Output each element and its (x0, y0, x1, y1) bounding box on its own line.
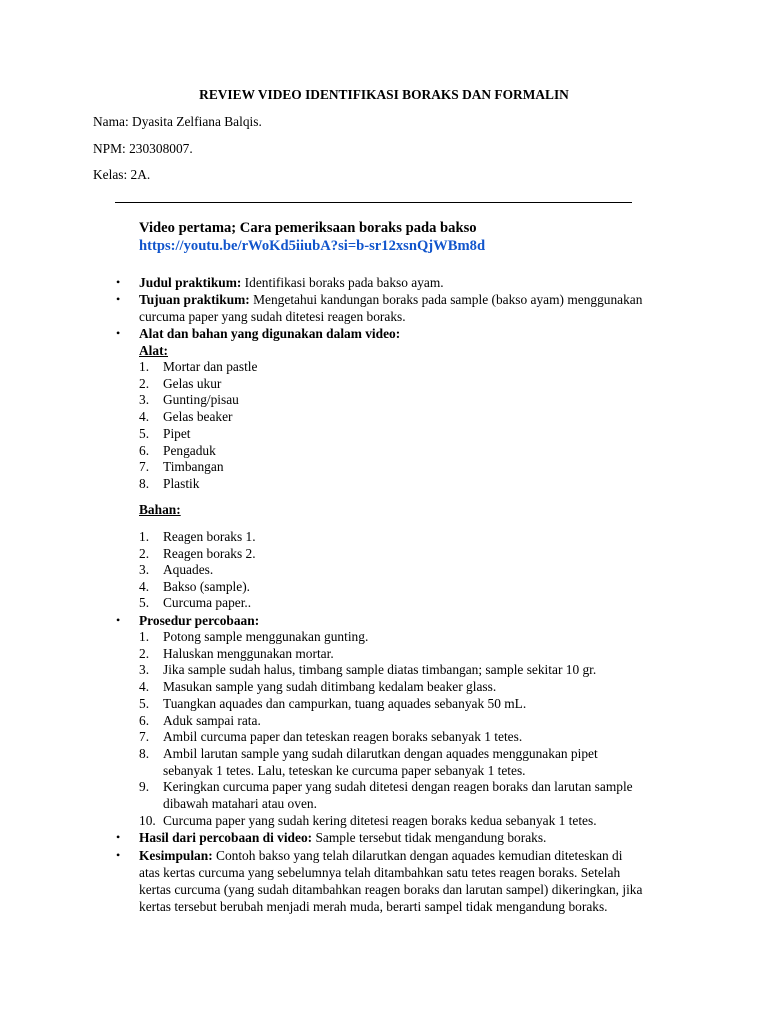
student-class: Kelas: 2A. (93, 167, 151, 182)
bullet-icon: • (116, 830, 121, 844)
list-item (0, 578, 768, 595)
list-number: 6. (139, 712, 150, 728)
list-text: Curcuma paper yang sudah kering ditetesi reagen boraks kedua sebanyak 1 tetes. (163, 812, 597, 828)
list-number: 4. (139, 578, 150, 594)
list-number: 5. (139, 595, 150, 610)
bahan-subheading-row (0, 501, 768, 518)
list-text: dibawah matahari atau oven. (163, 796, 317, 811)
kesimpulan-line-row (0, 881, 768, 898)
list-text: Aduk sampai rata. (163, 712, 261, 728)
list-text: Gelas beaker (163, 409, 233, 425)
list-text: Reagen boraks 2. (163, 545, 256, 561)
list-text: Mortar dan pastle (163, 359, 258, 374)
list-item (0, 358, 768, 375)
tujuan-line: curcuma paper yang sudah ditetesi reagen boraks. (139, 309, 406, 324)
horizontal-divider (115, 202, 632, 203)
list-item (0, 425, 768, 442)
hasil-text: Sample tersebut tidak mengandung boraks. (312, 830, 547, 845)
list-item (0, 475, 768, 492)
list-item (0, 795, 768, 812)
list-text: Masukan sample yang sudah ditimbang kedalam beaker glass. (163, 679, 497, 695)
list-text: Keringkan curcuma paper yang sudah ditetesi dengan reagen boraks dan larutan sample (163, 779, 633, 795)
kesimpulan-line: kertas tersebut berubah menjadi merah muda, berarti sampel tidak mengandung boraks. (139, 899, 608, 914)
list-number: 3. (139, 562, 150, 577)
list-number: 3. (139, 662, 150, 678)
list-number: 1. (139, 529, 150, 544)
kesimpulan-label: Kesimpulan: (139, 848, 213, 863)
judul-text: Identifikasi boraks pada bakso ayam. (241, 275, 444, 290)
list-text: Gunting/pisau (163, 392, 239, 408)
list-number: 5. (139, 695, 150, 711)
list-item (0, 812, 768, 829)
list-item (0, 561, 768, 578)
list-item (0, 728, 768, 745)
list-item-judul (0, 274, 768, 291)
bullet-icon: • (116, 292, 121, 306)
list-number: 6. (139, 442, 150, 458)
list-item (0, 458, 768, 475)
student-name: Nama: Dyasita Zelfiana Balqis. (93, 114, 262, 129)
list-item (0, 628, 768, 645)
kesimpulan-line-row (0, 864, 768, 881)
alat-bahan-heading: Alat dan bahan yang digunakan dalam video: (139, 326, 401, 341)
bullet-icon: • (116, 275, 121, 289)
list-item (0, 375, 768, 392)
alat-subheading-row (0, 342, 768, 359)
list-text: Pengaduk (163, 442, 216, 458)
list-number: 2. (139, 645, 150, 661)
list-number: 8. (139, 745, 150, 761)
list-item (0, 695, 768, 712)
document-title: REVIEW VIDEO IDENTIFIKASI BORAKS DAN FORMALIN (199, 87, 569, 102)
list-item (0, 645, 768, 662)
list-number: 4. (139, 679, 150, 695)
list-number: 7. (139, 729, 150, 745)
kesimpulan-line-row (0, 898, 768, 915)
kesimpulan-line: Contoh bakso yang telah dilarutkan dengan aquades kemudian diteteskan di (212, 848, 623, 863)
list-item-prosedur (0, 612, 768, 629)
list-item (0, 712, 768, 729)
student-npm: NPM: 230308007. (93, 141, 193, 156)
list-number: 5. (139, 425, 150, 441)
list-number: 1. (139, 629, 150, 644)
bahan-subheading: Bahan: (139, 502, 181, 517)
list-text: Plastik (163, 475, 200, 491)
list-number: 2. (139, 545, 150, 561)
list-text: Ambil larutan sample yang sudah dilarutkan dengan aquades menggunakan pipet (163, 745, 598, 761)
list-item (0, 745, 768, 762)
list-item-kesimpulan (0, 847, 768, 864)
list-text: sebanyak 1 tetes. Lalu, teteskan ke curcuma paper sebanyak 1 tetes. (163, 762, 526, 778)
video-link[interactable]: https://youtu.be/rWoKd5iiubA?si=b-sr12xsnQjWBm8d (139, 238, 486, 254)
list-text: Gelas ukur (163, 375, 222, 391)
video-heading: Video pertama; Cara pemeriksaan boraks pada bakso (139, 220, 477, 236)
list-text: Curcuma paper.. (163, 595, 252, 610)
list-number: 8. (139, 475, 150, 491)
list-item-tujuan (0, 291, 768, 308)
judul-label: Judul praktikum: (139, 275, 242, 290)
list-item (0, 762, 768, 779)
list-number: 7. (139, 459, 150, 475)
list-text: Aquades. (163, 562, 214, 577)
list-item (0, 408, 768, 425)
list-item (0, 661, 768, 678)
list-item (0, 528, 768, 545)
kesimpulan-line: kertas curcuma (yang sudah ditambahkan reagen boraks dan larutan sampel) dikeringkan, jika (139, 882, 643, 897)
list-item-alat-bahan (0, 325, 768, 342)
list-number: 3. (139, 392, 150, 408)
kesimpulan-line: atas kertas curcuma yang sebelumnya telah ditambahkan satu tetes reagen boraks. Setelah (139, 865, 621, 880)
list-item (0, 545, 768, 562)
list-number: 1. (139, 359, 150, 374)
list-number: 4. (139, 409, 150, 425)
list-item (0, 678, 768, 695)
hasil-label: Hasil dari percobaan di video: (139, 830, 313, 845)
list-text: Ambil curcuma paper dan teteskan reagen boraks sebanyak 1 tetes. (163, 729, 523, 745)
bullet-icon: • (116, 613, 121, 627)
list-text: Jika sample sudah halus, timbang sample diatas timbangan; sample sekitar 10 gr. (163, 662, 597, 678)
list-item (0, 442, 768, 459)
list-item-hasil (0, 829, 768, 846)
list-item (0, 778, 768, 795)
list-number: 2. (139, 375, 150, 391)
list-text: Tuangkan aquades dan campurkan, tuang aquades sebanyak 50 mL. (163, 695, 527, 711)
list-item-tujuan-cont (0, 308, 768, 325)
bullet-icon: • (116, 326, 121, 340)
list-text: Timbangan (163, 459, 224, 475)
list-item (0, 594, 768, 611)
prosedur-label: Prosedur percobaan: (139, 613, 260, 628)
list-number: 9. (139, 779, 150, 795)
list-number: 10. (139, 812, 156, 828)
list-item (0, 391, 768, 408)
bullet-icon: • (116, 848, 121, 862)
list-text: Potong sample menggunakan gunting. (163, 629, 369, 644)
alat-subheading: Alat: (139, 343, 169, 358)
tujuan-label: Tujuan praktikum: (139, 292, 250, 307)
list-text: Pipet (163, 425, 191, 441)
tujuan-line: Mengetahui kandungan boraks pada sample (bakso ayam) menggunakan (249, 292, 643, 307)
list-text: Reagen boraks 1. (163, 529, 256, 544)
list-text: Bakso (sample). (163, 578, 251, 594)
list-text: Haluskan menggunakan mortar. (163, 645, 334, 661)
